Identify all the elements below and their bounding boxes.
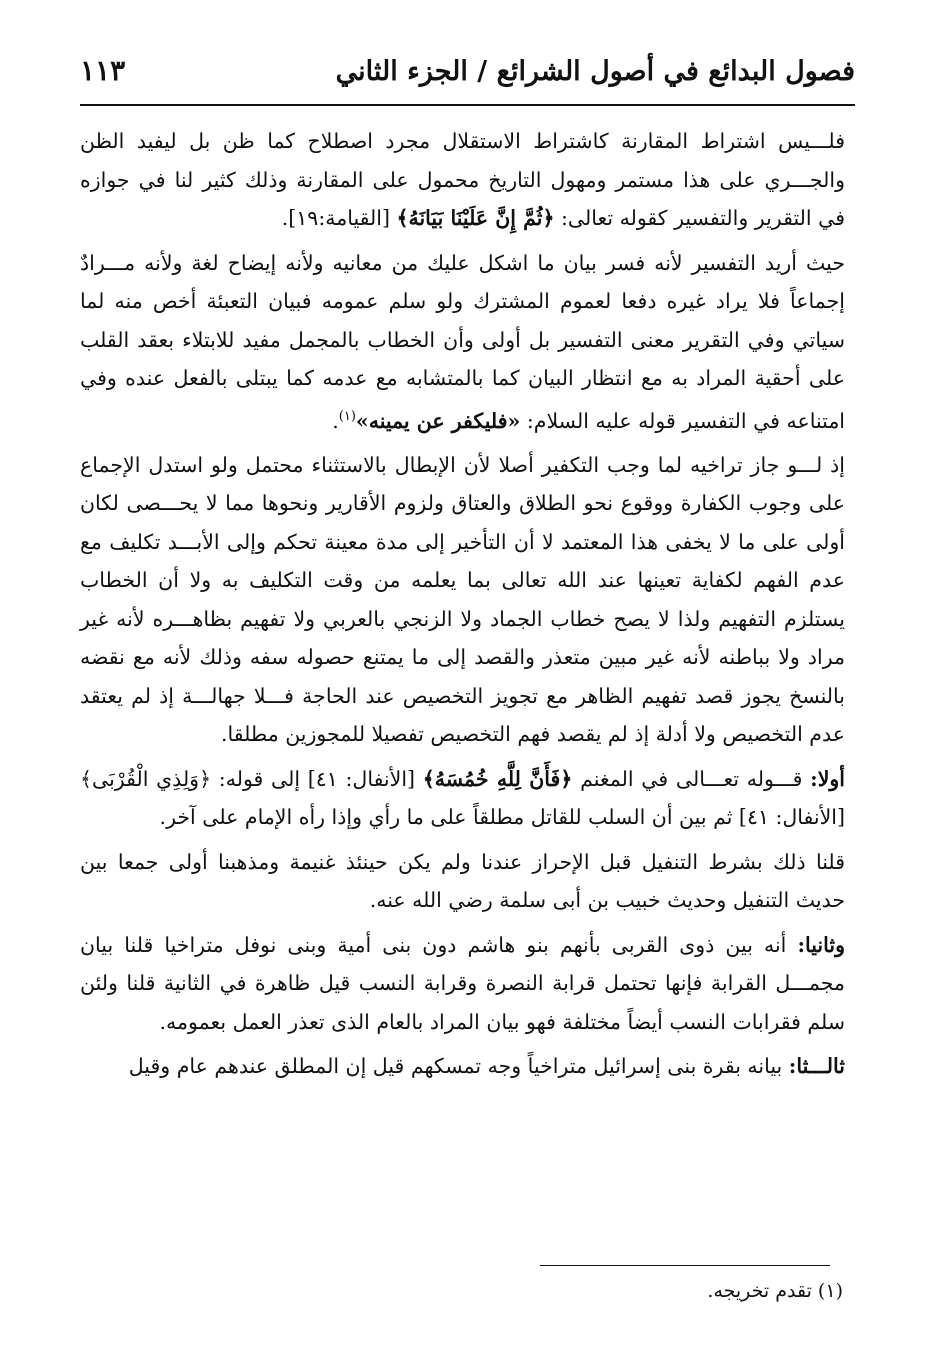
running-header bbox=[80, 52, 855, 106]
paragraph-7: ثالـــثا: بيانه بقرة بنى إسرائيل متراخياً وجه تمسكهم قيل إن المطلق عندهم عام وقيل bbox=[128, 1054, 845, 1079]
paragraph-2: حيث أريد التفسير لأنه فسر بيان ما اشكل عليك من معانيه ولأنه إيضاح لغة ولأنه مـــرادٌ إجماعاً فلا يراد غيره دفعا لعموم المشترك ولو سلم عمومه فبيان التعبئة أخص منه لما سياتي وفي التقرير معنى التفسير بل أولى وأن الخطاب بالمجمل مفيد للابتلاء بعقد القلب على أحقية المراد به مع انتظار البيان كما بالمتشابه مع عدمه كما يبتلى بالفعل عنده وفي امتناعه في التفسير قوله عليه السلام: «فليكفر عن يمينه»$^{(١)}$. bbox=[80, 250, 845, 433]
footnote: (١) تقدم تخريجه. bbox=[707, 1280, 843, 1302]
quran-quote: ﴿فَأَنَّ لِلَّهِ خُمُسَهُ﴾ bbox=[422, 766, 573, 791]
hadith-quote: «فليكفر عن يمينه» bbox=[355, 408, 521, 433]
paragraph-3: إذ لـــو جاز تراخيه لما وجب التكفير أصلا لأن الإبطال بالاستثناء محتمل ولو استدل الإجماع على وجوب الكفارة ووقوع نحو الطلاق والعتاق ولزوم الأقارير ونحوها مما لا يحـــصى لكان أولى على ما لا يخفى هذا المعتمد لا أن التأخير إلى مدة معينة تحكم وإلى الأبـــد تكليف مع عدم الفهم لكفاية تعينها عند الله تعالى بما يعلمه من وقت التكليف به ولا أن الخطاب يستلزم التفهيم ولذا لا يصح خطاب الجماد ولا الزنجي بالعربي ولا تفهيم بظاهـــره لأنه غير مراد ولا بباطنه لأنه غير مبين متعذر والقصد إلى ما يمتنع حصوله سفه وذلك لأنه مع نقضه بالنسخ يجوز قصد تفهيم الظاهر مع تجويز التخصيص عند الحاجة فـــلا جهالـــة إذ لم يعتقد عدم التخصيص ولا أدلة إذ لم يقصد فهم التخصيص تفصيلا للمجوزين مطلقا. bbox=[80, 452, 845, 747]
paragraph-lead: وثانيا: bbox=[797, 932, 845, 957]
book-title: فصول البدائع في أصول الشرائع / الجزء الثاني bbox=[335, 56, 855, 87]
paragraph-5: قلنا ذلك بشرط التنفيل قبل الإحراز عندنا ولم يكن حينئذ غنيمة ومذهبنا أولى جمعا بين حديث التنفيل وحديث خبيب بن أبى سلمة رضي الله عنه. bbox=[80, 849, 845, 913]
main-text bbox=[80, 122, 845, 1092]
footnote-reference[interactable]: (١) bbox=[338, 408, 356, 424]
paragraph-lead: ثالـــثا: bbox=[788, 1054, 845, 1079]
paragraph-lead: أولا: bbox=[810, 766, 845, 791]
page-number: ١١٣ bbox=[80, 54, 126, 87]
paragraph-1: فلـــيس اشتراط المقارنة كاشتراط الاستقلال مجرد اصطلاح كما ظن بل ليفيد الظن والجـــري على هذا مستمر ومهول التاريخ محمول على المقارنة وذلك كثير لنا في جوازه في التقرير والتفسير كقوله تعالى: ﴿ثُمَّ إِنَّ عَلَيْنَا بَيَانَهُ﴾ [القيامة:١٩]. bbox=[80, 129, 845, 230]
footnote-divider bbox=[540, 1265, 830, 1266]
paragraph-6: وثانيا: أنه بين ذوى القربى بأنهم بنو هاشم دون بنى أمية وبنى نوفل متراخيا قلنا بيان مجمـــل القرابة فإنها تحتمل قرابة النصرة وقرابة النسب قيل ظاهرة في الثانية قلنا ولئن سلم فقرابات النسب أيضاً مختلفة فهو بيان المراد بالعام الذى تعذر العمل بعمومه. bbox=[80, 932, 845, 1034]
paragraph-4: أولا: قـــوله تعـــالى في المغنم ﴿فَأَنَّ لِلَّهِ خُمُسَهُ﴾ [الأنفال: ٤١] إلى قوله: ﴿وَلِذِي الْقُرْبَى﴾ [الأنفال: ٤١] ثم بين أن السلب للقاتل مطلقاً على ما رأي وإذا رأه الإمام على آخر. bbox=[80, 766, 845, 830]
quran-quote: ﴿ثُمَّ إِنَّ عَلَيْنَا بَيَانَهُ﴾ bbox=[396, 206, 555, 230]
